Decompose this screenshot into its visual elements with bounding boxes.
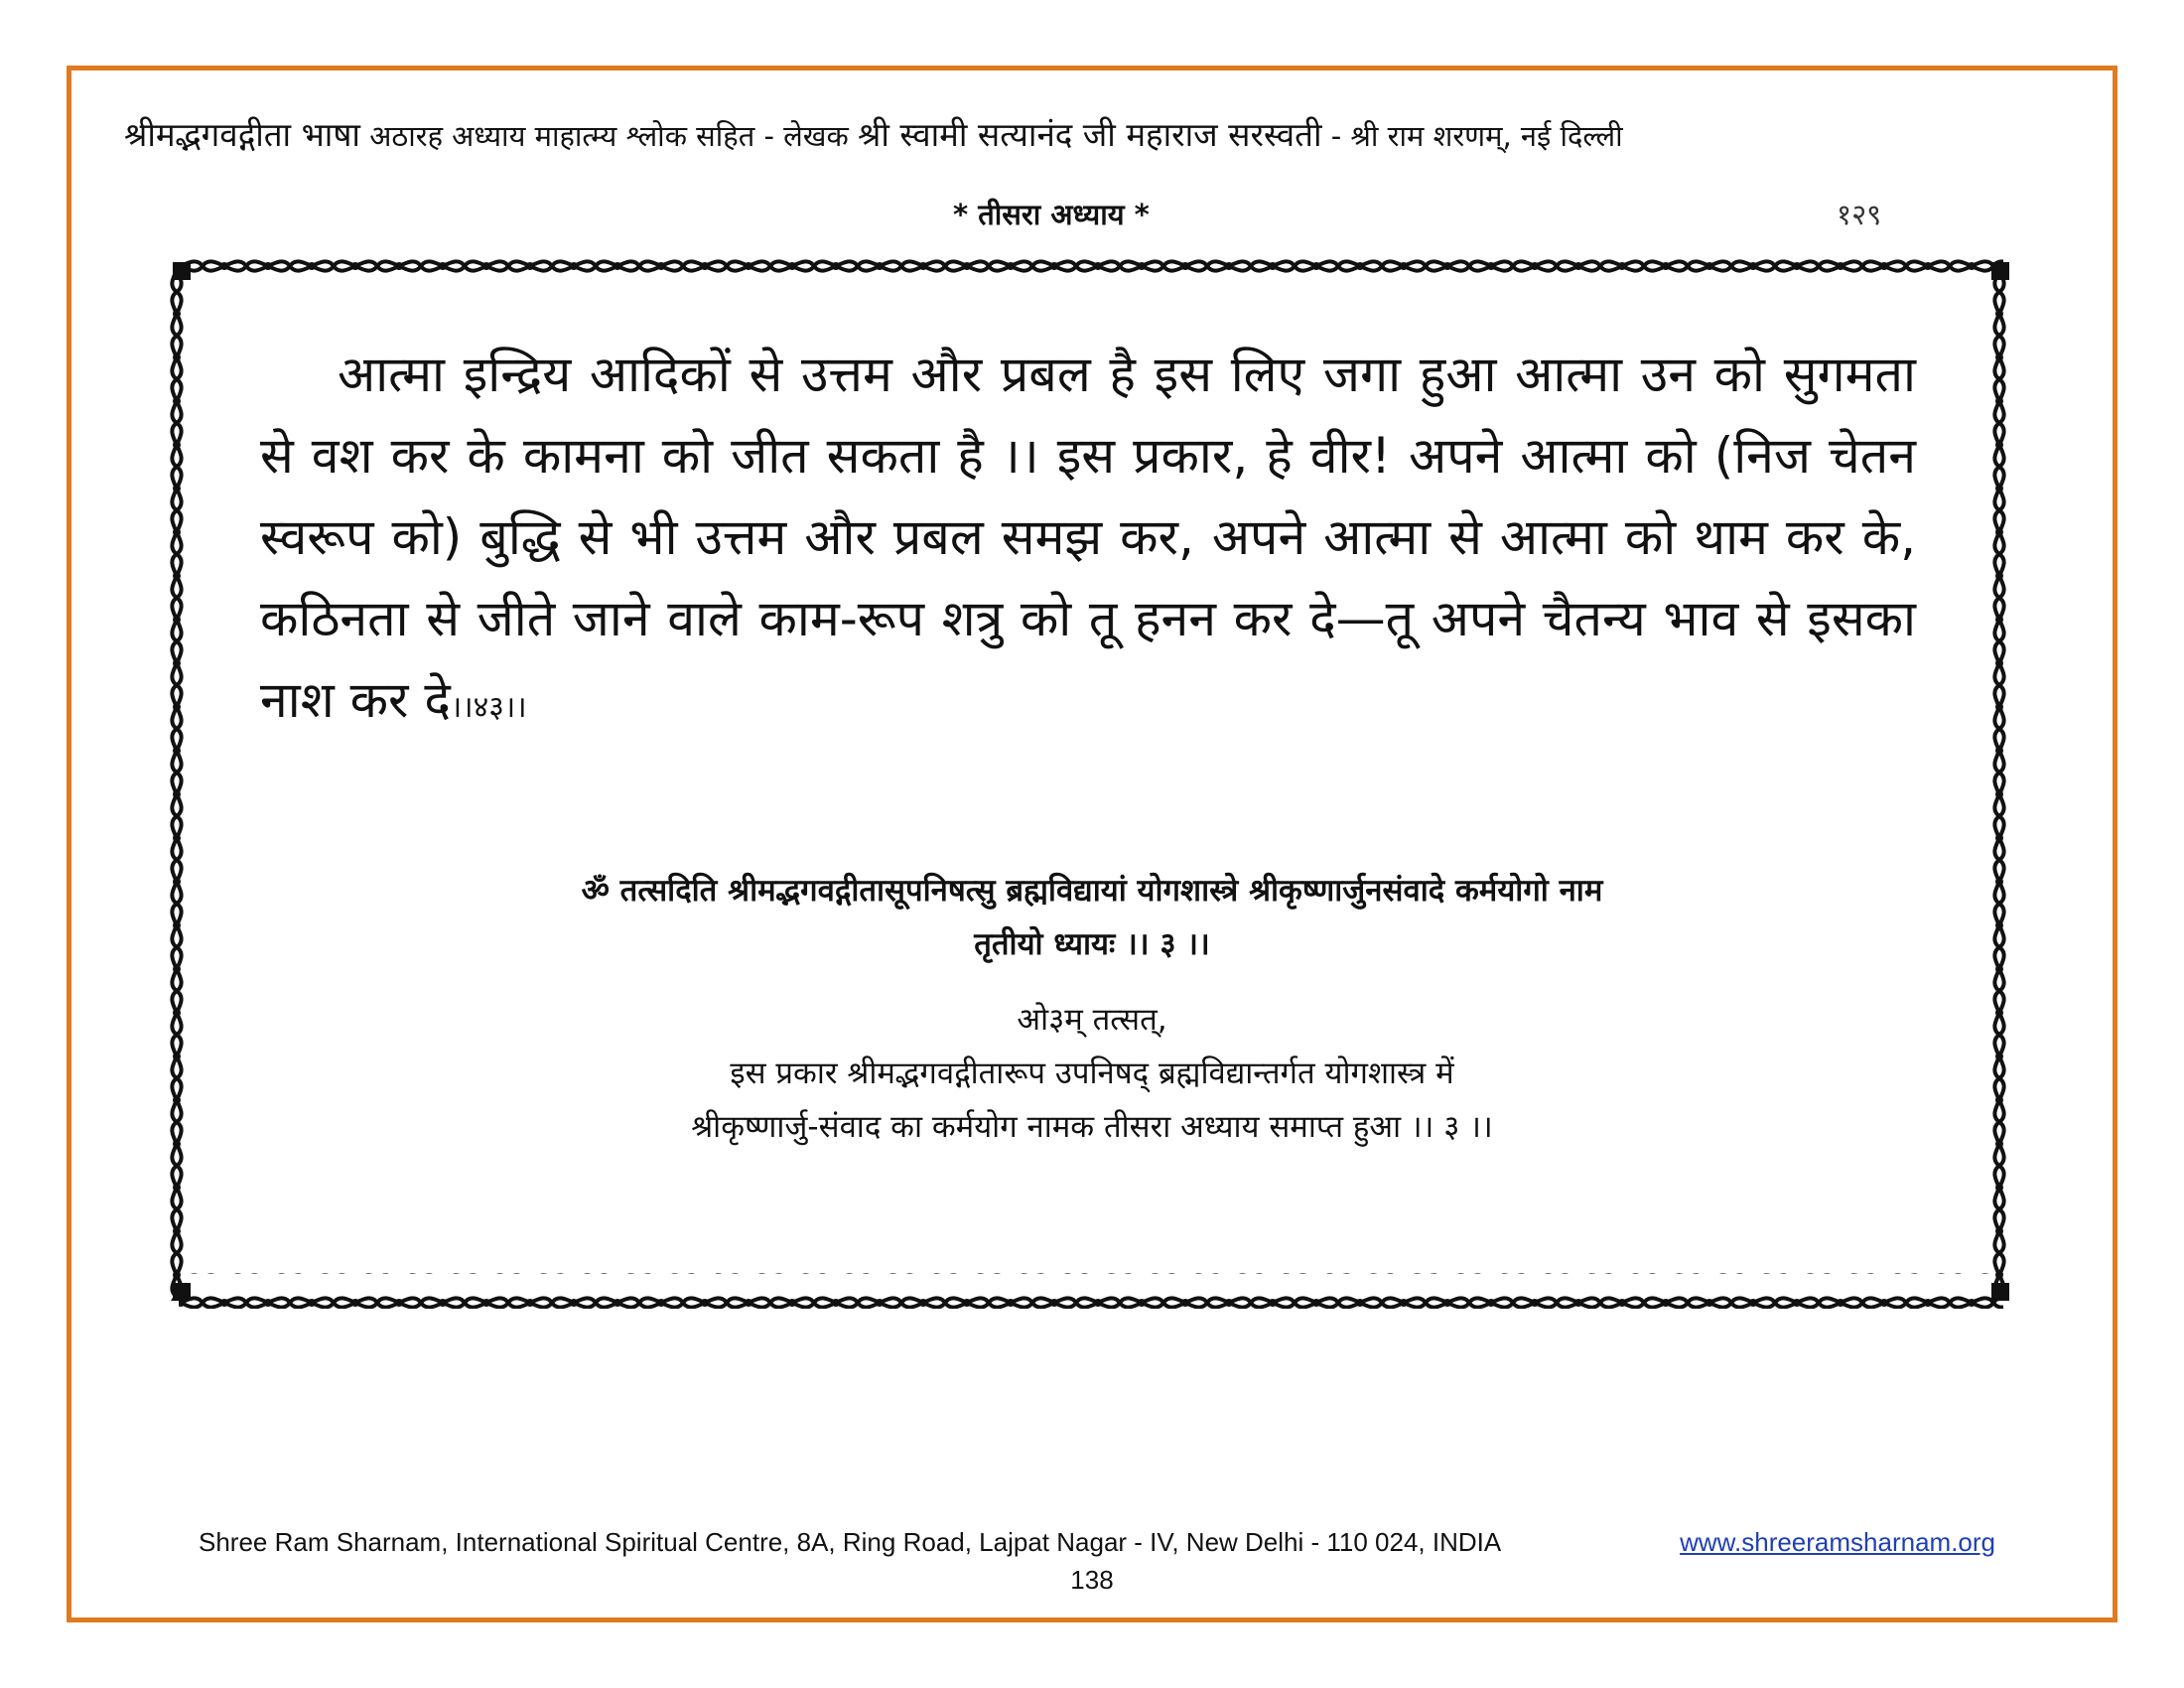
sanskrit-colophon-line-1: ॐ तत्सदिति श्रीमद्भगवद्गीतासूपनिषत्सु ब्रह्मविद्यायां योगशास्त्रे श्रीकृष्णार्जुनसंवादे कर्मयोगो नाम	[581, 873, 1603, 909]
chapter-title: * तीसरा अध्याय *	[953, 198, 1150, 231]
website-link[interactable]: www.shreeramsharnam.org	[1680, 1527, 1995, 1557]
scan-page-number: १२९	[1837, 198, 1882, 231]
header-book-title: श्रीमद्भगवद्गीता भाषा	[124, 115, 360, 154]
document-header	[124, 111, 2080, 156]
hindi-colophon	[516, 993, 1668, 1154]
border-left	[161, 268, 197, 1301]
hindi-colophon-line-2: इस प्रकार श्रीमद्भगवद्गीतारूप उपनिषद् ब्रह्मविद्यान्तर्गत योगशास्त्र में	[730, 1055, 1454, 1091]
verse-number: ।।४३।।	[450, 690, 527, 725]
border-right	[1983, 268, 2019, 1301]
hindi-colophon-line-3: श्रीकृष्णार्जु-संवाद का कर्मयोग नामक तीसरा अध्याय समाप्त हुआ ।। ३ ।।	[691, 1109, 1493, 1145]
sanskrit-colophon-line-2: तृतीयो ध्यायः ।। ३ ।।	[974, 926, 1210, 962]
footer-address: Shree Ram Sharnam, International Spiritual Centre, 8A, Ring Road, Lajpat Nagar - IV, New Delhi - 110 024, INDIA	[199, 1527, 1502, 1557]
header-author: श्री स्वामी सत्यानंद जी महाराज सरस्वती	[858, 115, 1322, 154]
sanskrit-colophon	[367, 864, 1817, 971]
footer-page-number: 138	[1070, 1565, 1114, 1595]
header-book-subtitle: अठारह अध्याय माहात्म्य श्लोक सहित - लेखक	[369, 119, 849, 153]
hindi-colophon-line-1: ओ३म् तत्सत्,	[1017, 1002, 1167, 1038]
border-top	[179, 252, 2003, 288]
header-publisher: - श्री राम शरणम्, नई दिल्ली	[1330, 119, 1623, 153]
verse-paragraph	[260, 334, 1916, 749]
verse-body: आत्मा इन्द्रिय आदिकों से उत्तम और प्रबल है इस लिए जगा हुआ आत्मा उन को सुगमता से वश कर के कामना को जीत सकता है ।। इस प्रकार, हे वीर! अपने आत्मा को (निज चेतन स्वरूप को) बुद्धि से भी उत्तम और प्रबल समझ कर, अपने आत्मा से आत्मा को थाम कर के, कठिनता से जीते जाने वाले काम-रूप शत्रु को तू हनन कर दे—तू अपने चैतन्य भाव से इसका नाश कर दे	[260, 346, 1916, 729]
border-bottom	[179, 1273, 2003, 1309]
